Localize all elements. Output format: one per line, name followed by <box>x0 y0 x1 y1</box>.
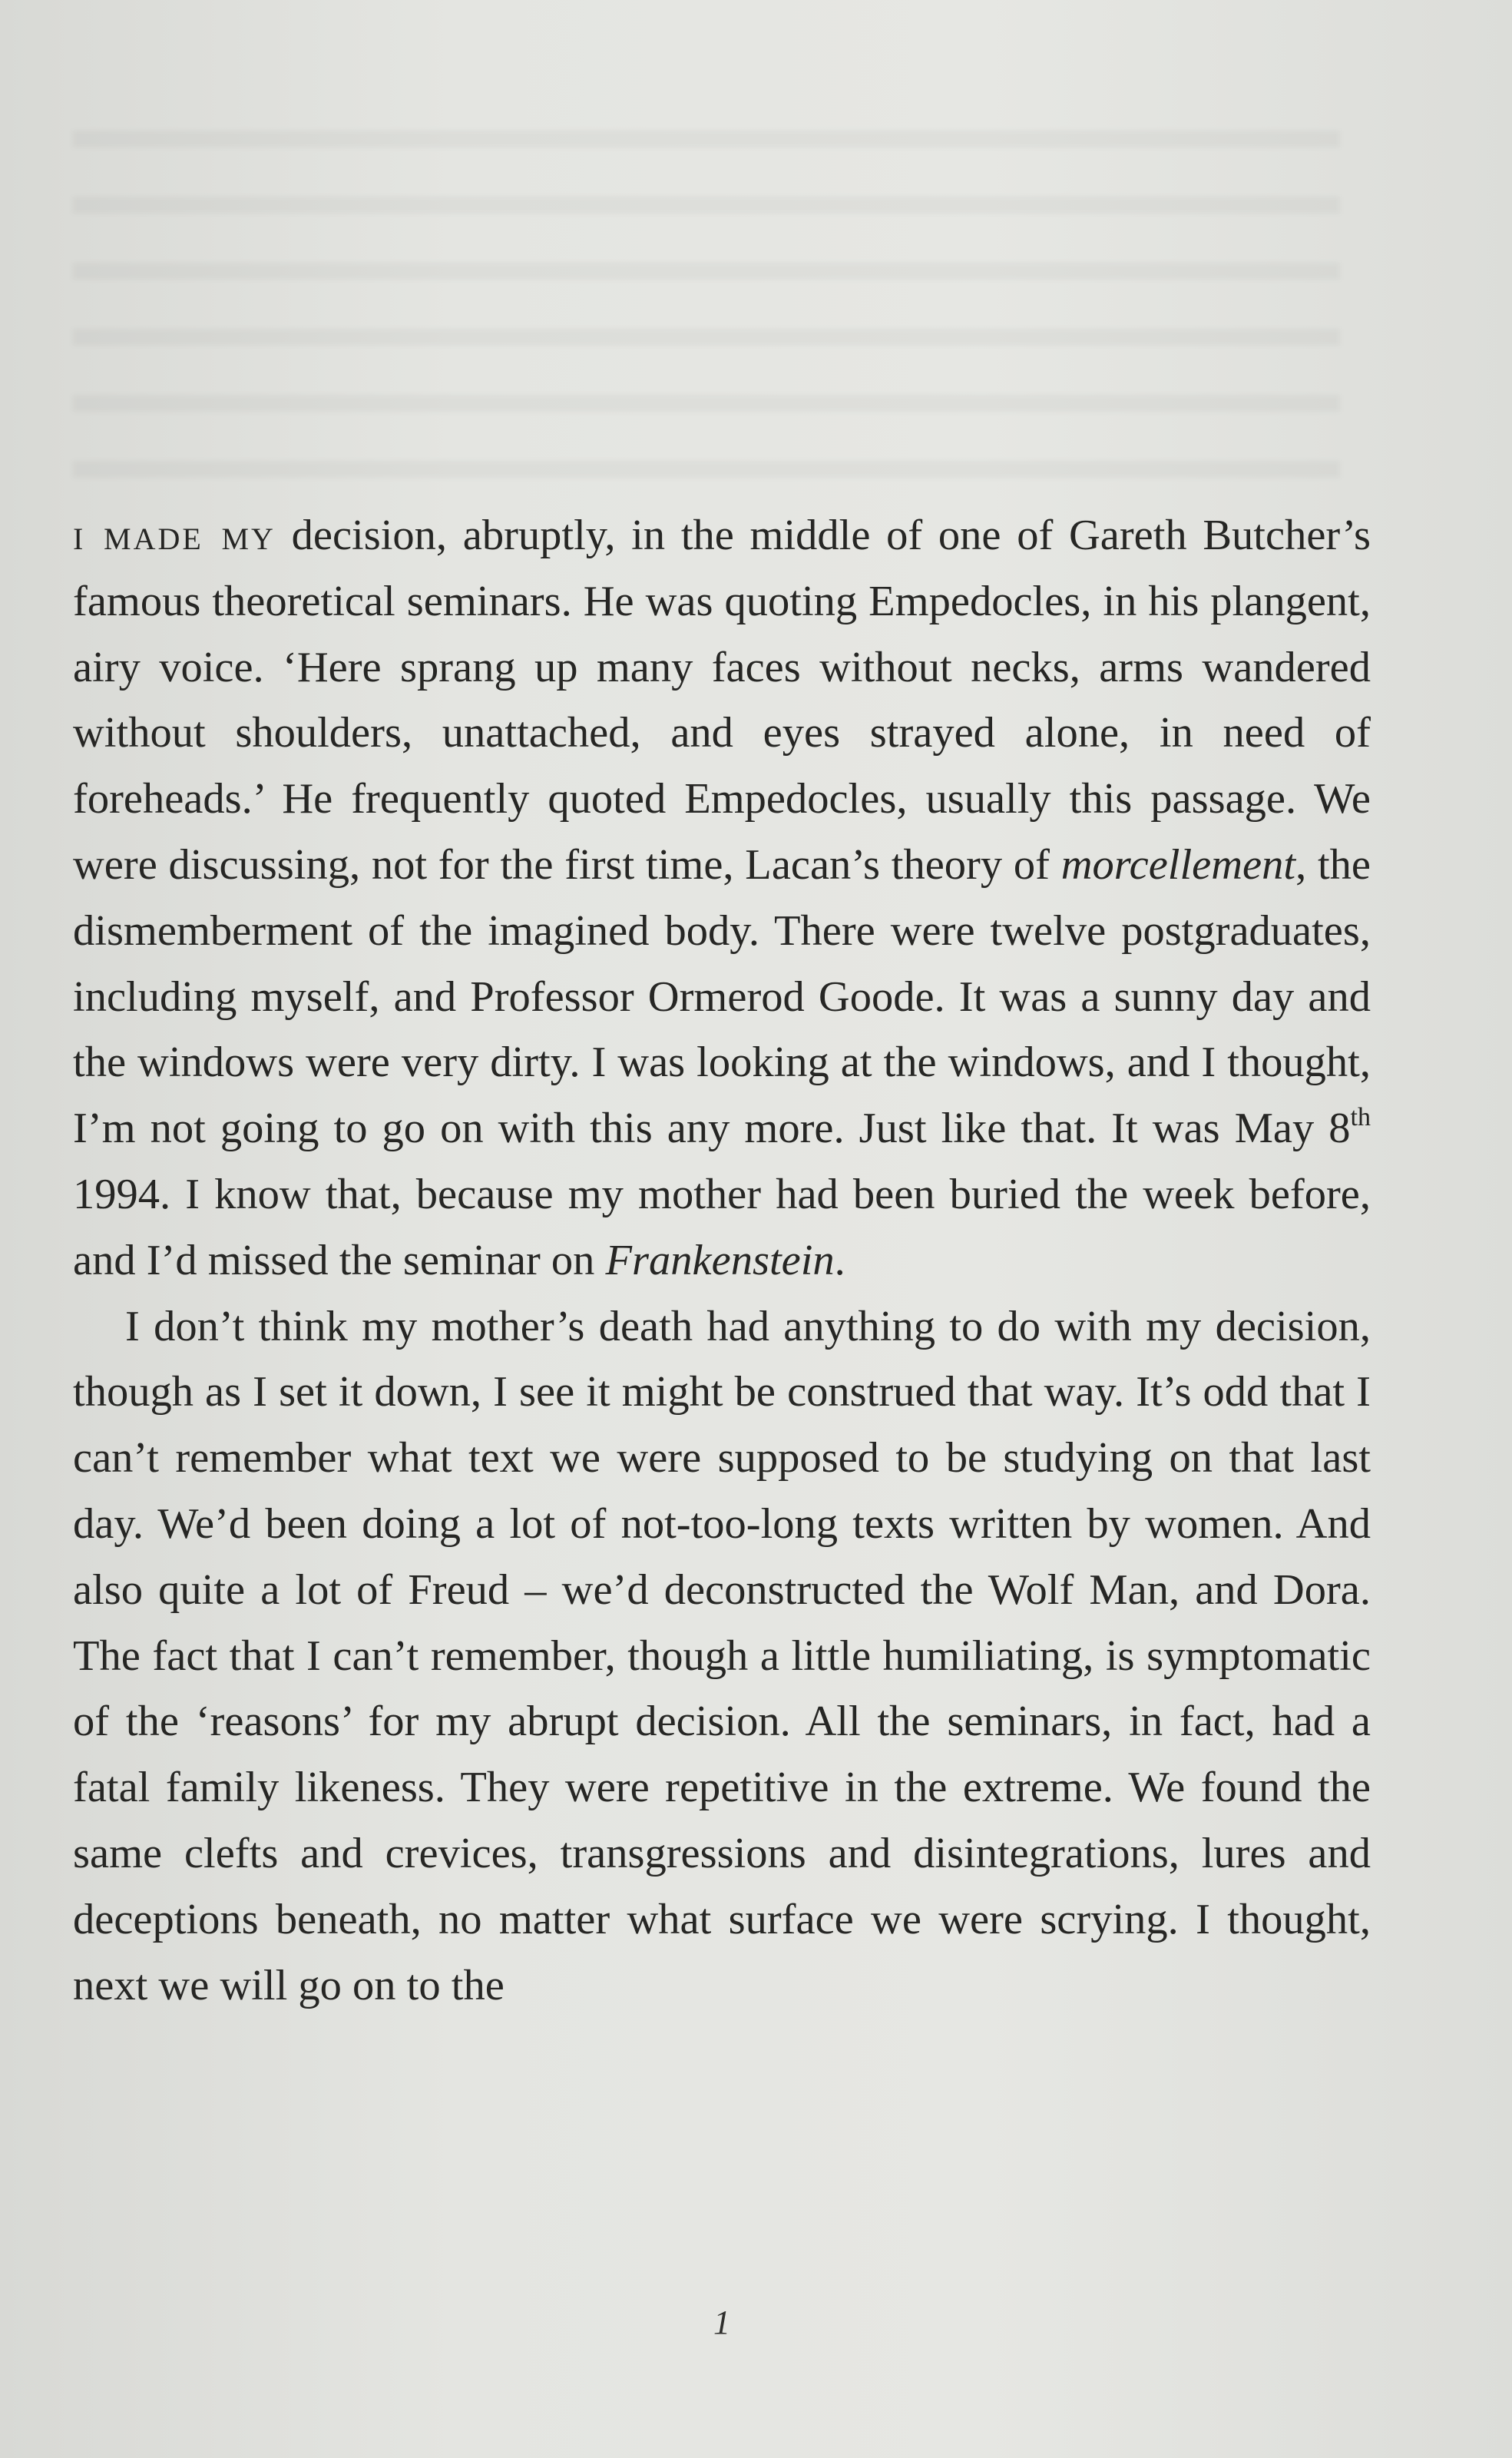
opening-small-caps: i made my <box>73 512 276 559</box>
page-number: 1 <box>713 2304 730 2341</box>
paragraph-1-text-b: , the dismemberment of the imagined body. There were twelve postgraduates, including myself, and Professor Ormerod Goode. It was a sunny day and the windows were very dirty. I was looking at the windows, and I thought, I’m not going to go on with this any more. Just like that. It was May 8 <box>73 840 1371 1153</box>
italic-term: morcellement <box>1060 840 1296 889</box>
show-through-text <box>73 100 1340 499</box>
date-superscript: th <box>1350 1103 1371 1132</box>
body-text <box>73 503 1371 2019</box>
paragraph-1 <box>73 503 1371 1294</box>
paragraph-1-ending: . <box>834 1236 845 1284</box>
italic-title: Frankenstein <box>605 1236 835 1284</box>
paragraph-1-text-a: decision, abruptly, in the middle of one of Gareth Butcher’s famous theoretical seminars. He was quoting Empedocles, in his plangent, airy voice. ‘Here sprang up many faces without necks, arms wandered without shoulders, unattached, and eyes strayed alone, in need of foreheads.’ He frequently quoted Empedocles, usually this passage. We were discussing, not for the first time, Lacan’s theory of <box>73 512 1371 889</box>
paragraph-2: I don’t think my mother’s death had anything to do with my decision, though as I set it down, I see it might be construed that way. It’s odd that I can’t remember what text we were supposed to be studying on that last day. We’d been doing a lot of not-too-long texts written by women. And also quite a lot of Freud – we’d deconstructed the Wolf Man, and Dora. The fact that I can’t remember, though a little humiliating, is symptomatic of the ‘reasons’ for my abrupt decision. All the seminars, in fact, had a fatal family likeness. They were repetitive in the extreme. We found the same clefts and crevices, transgressions and disintegrations, lures and deceptions beneath, no matter what surface we were scrying. I thought, next we will go on to the <box>73 1302 1371 2009</box>
paragraph-1-text-c: 1994. I know that, because my mother had been buried the week before, and I’d missed the seminar on <box>73 1170 1371 1284</box>
